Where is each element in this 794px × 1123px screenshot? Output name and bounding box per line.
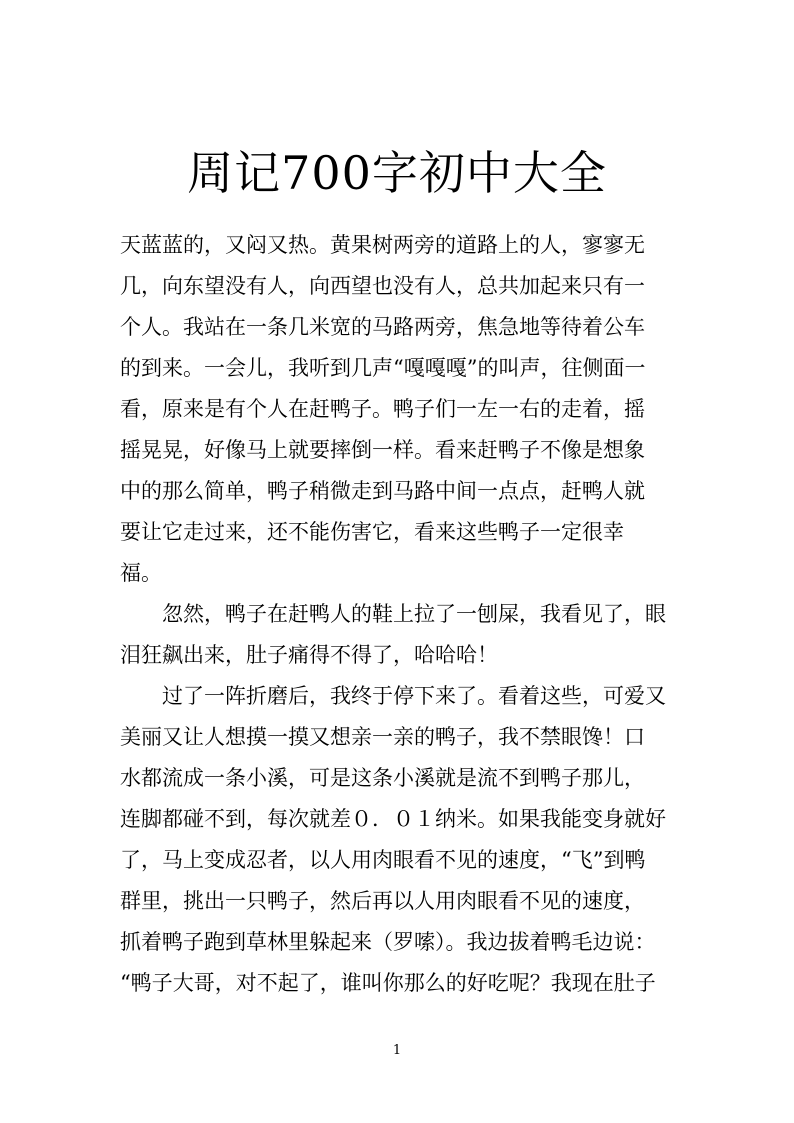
text-line: 福。 bbox=[120, 561, 162, 585]
text-line: 个人。我站在一条几米宽的马路两旁，焦急地等待着公车 bbox=[120, 315, 645, 339]
text-line: 水都流成一条小溪，可是这条小溪就是流不到鸭子那儿， bbox=[120, 766, 645, 790]
page-title: 周记700字初中大全 bbox=[187, 146, 607, 200]
page-number: 1 bbox=[392, 1043, 402, 1058]
text-line: 看，原来是有个人在赶鸭子。鸭子们一左一右的走着，摇 bbox=[120, 397, 645, 421]
text-line: 要让它走过来，还不能伤害它，看来这些鸭子一定很幸 bbox=[120, 520, 624, 544]
text-line: 过了一阵折磨后，我终于停下来了。看着这些，可爱又 bbox=[120, 684, 666, 708]
text-line: 中的那么简单，鸭子稍微走到马路中间一点点，赶鸭人就 bbox=[120, 479, 645, 503]
text-line: 连脚都碰不到，每次就差０．０１纳米。如果我能变身就好 bbox=[120, 807, 666, 831]
text-line: 抓着鸭子跑到草林里躲起来（罗嗦）。我边拔着鸭毛边说： bbox=[120, 930, 656, 954]
text-line: 摇晃晃，好像马上就要摔倒一样。看来赶鸭子不像是想象 bbox=[120, 438, 645, 462]
text-line: 的到来。一会儿，我听到几声“嘎嘎嘎”的叫声，往侧面一 bbox=[120, 356, 646, 380]
text-line: “鸭子大哥，对不起了，谁叫你那么的好吃呢？我现在肚子 bbox=[120, 971, 656, 995]
text-line: 忽然，鸭子在赶鸭人的鞋上拉了一刨屎，我看见了，眼 bbox=[120, 602, 666, 626]
text-line: 群里，挑出一只鸭子，然后再以人用肉眼看不见的速度， bbox=[120, 889, 645, 913]
text-line: 美丽又让人想摸一摸又想亲一亲的鸭子，我不禁眼馋！口 bbox=[120, 725, 645, 749]
text-line: 几，向东望没有人，向西望也没有人，总共加起来只有一 bbox=[120, 274, 645, 298]
text-line: 了，马上变成忍者，以人用肉眼看不见的速度，“飞”到鸭 bbox=[120, 848, 646, 872]
text-line: 泪狂飙出来，肚子痛得不得了，哈哈哈！ bbox=[120, 643, 498, 667]
text-line: 天蓝蓝的，又闷又热。黄果树两旁的道路上的人，寥寥无 bbox=[120, 233, 645, 257]
